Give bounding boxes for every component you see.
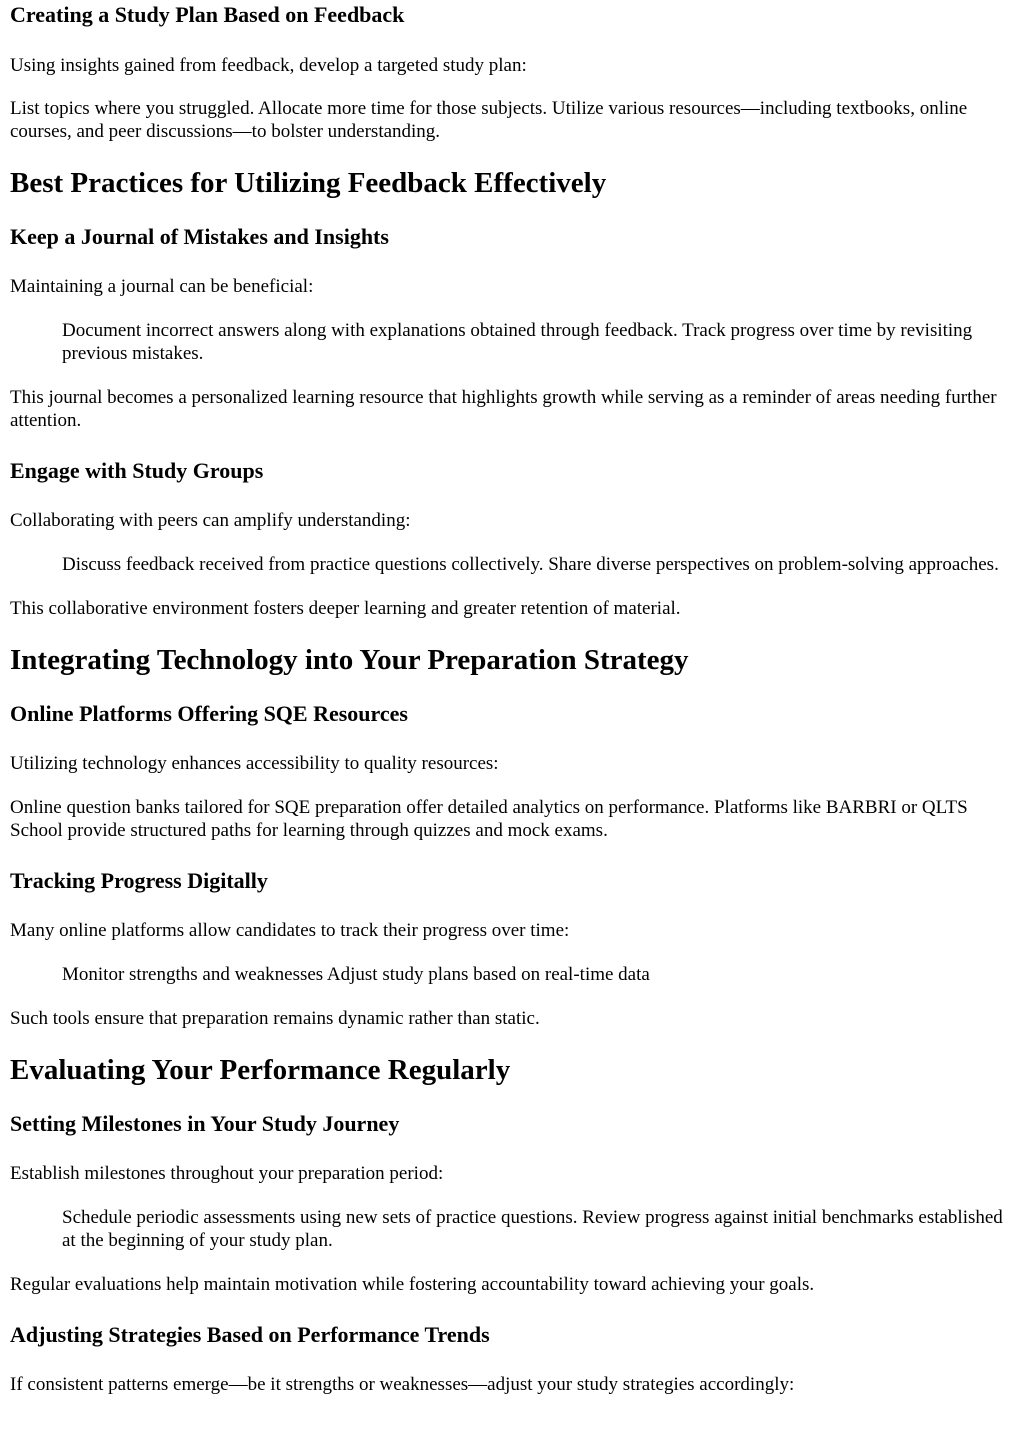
- milestones-quote: Schedule periodic assessments using new sets of practice questions. Review progress against initial benchmarks established at the beginning of your study plan.: [62, 1207, 1003, 1251]
- study-groups-outro: This collaborative environment fosters deeper learning and greater retention of material.: [10, 598, 681, 619]
- online-platforms-body: Online question banks tailored for SQE preparation offer detailed analytics on performance. Platforms like BARBRI or QLTS School provide structured paths for learning through quizzes and mock exams.: [10, 797, 968, 841]
- study-groups-quote: Discuss feedback received from practice questions collectively. Share diverse perspectives on problem-solving approaches.: [62, 554, 999, 575]
- study-plan-body: List topics where you struggled. Allocate more time for those subjects. Utilize various resources—including textbooks, online courses, and peer discussions—to bolster understanding.: [10, 98, 968, 142]
- journal-outro: This journal becomes a personalized learning resource that highlights growth while serving as a reminder of areas needing further attention.: [10, 387, 997, 431]
- tracking-outro: Such tools ensure that preparation remains dynamic rather than static.: [10, 1008, 540, 1029]
- subheading-online-platforms: Online Platforms Offering SQE Resources: [10, 701, 408, 726]
- online-platforms-intro: Utilizing technology enhances accessibility to quality resources:: [10, 753, 499, 774]
- subheading-journal: Keep a Journal of Mistakes and Insights: [10, 224, 389, 249]
- section-heading-technology: Integrating Technology into Your Preparation Strategy: [10, 644, 689, 676]
- milestones-outro: Regular evaluations help maintain motivation while fostering accountability toward achieving your goals.: [10, 1274, 815, 1295]
- tracking-intro: Many online platforms allow candidates to track their progress over time:: [10, 920, 570, 941]
- journal-quote: Document incorrect answers along with explanations obtained through feedback. Track progress over time by revisiting previous mistakes.: [62, 320, 973, 364]
- section-heading-best-practices: Best Practices for Utilizing Feedback Effectively: [10, 167, 607, 199]
- adjusting-intro: If consistent patterns emerge—be it strengths or weaknesses—adjust your study strategies accordingly:: [10, 1374, 795, 1395]
- tracking-quote: Monitor strengths and weaknesses Adjust study plans based on real-time data: [62, 964, 650, 985]
- study-plan-intro: Using insights gained from feedback, develop a targeted study plan:: [10, 55, 527, 76]
- subheading-adjusting: Adjusting Strategies Based on Performance Trends: [10, 1322, 490, 1347]
- subheading-study-groups: Engage with Study Groups: [10, 458, 264, 483]
- subheading-tracking-progress: Tracking Progress Digitally: [10, 868, 268, 893]
- subheading-milestones: Setting Milestones in Your Study Journey: [10, 1111, 400, 1136]
- section-heading-study-plan: Creating a Study Plan Based on Feedback: [10, 2, 405, 27]
- journal-intro: Maintaining a journal can be beneficial:: [10, 276, 314, 297]
- milestones-intro: Establish milestones throughout your preparation period:: [10, 1163, 444, 1184]
- study-groups-intro: Collaborating with peers can amplify understanding:: [10, 510, 411, 531]
- section-heading-evaluating: Evaluating Your Performance Regularly: [10, 1054, 511, 1086]
- article: [0, 2, 1024, 1396]
